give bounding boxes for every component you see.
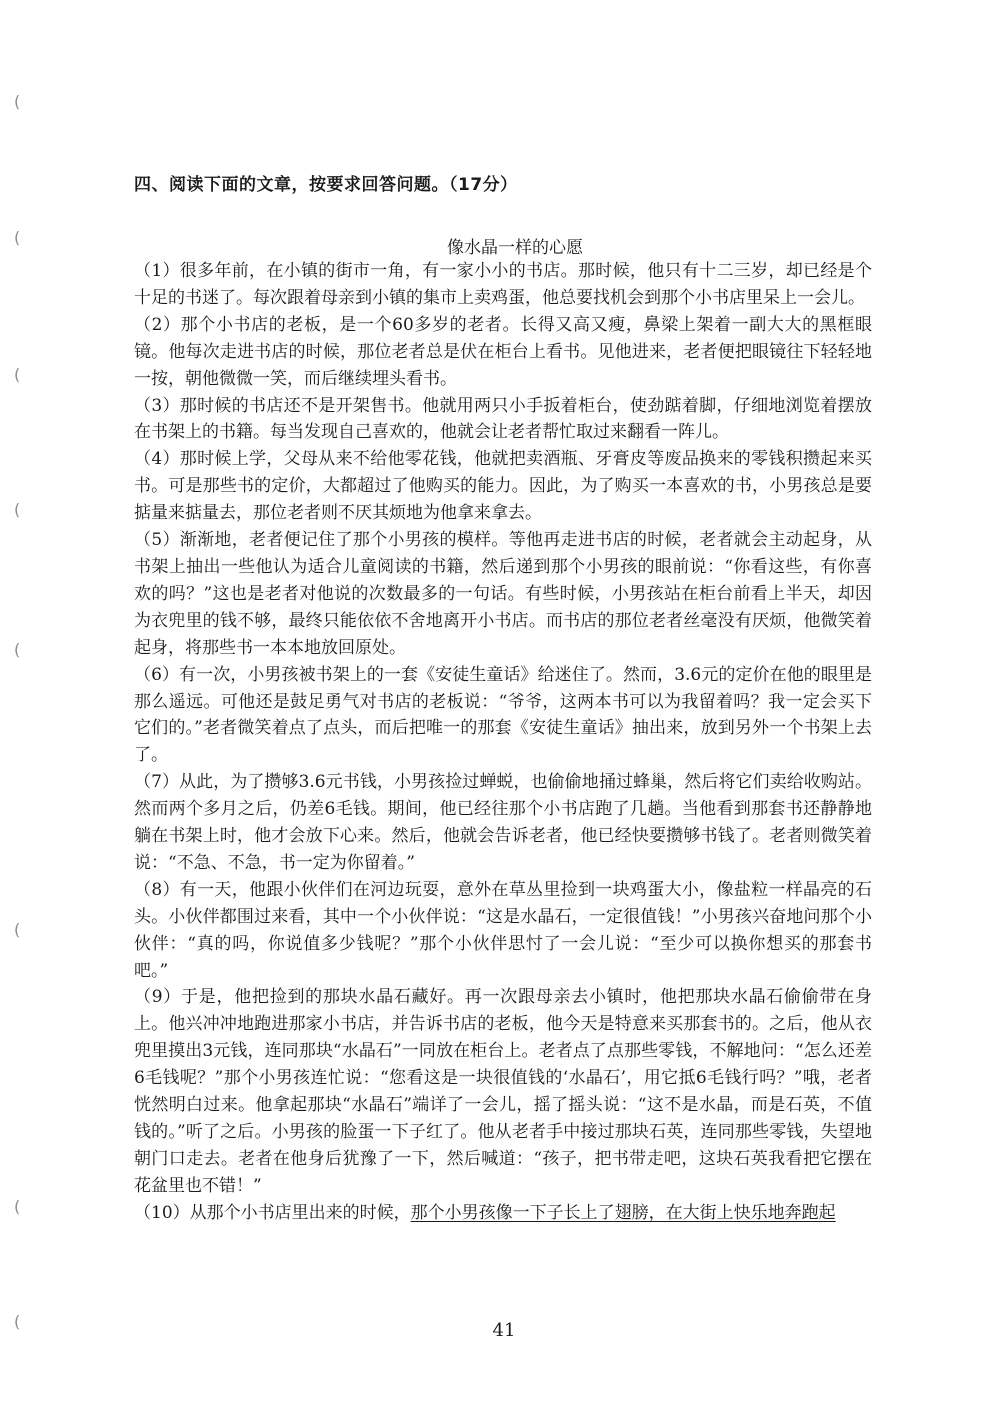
paragraph-7: （7）从此，为了攒够3.6元书钱，小男孩捡过蝉蜕，也偷偷地捅过蜂巢，然后将它们卖给收购站。然而两个多月之后，仍差6毛钱。期间，他已经往那个小书店跑了几趟。当他看到那套书还静静地躺在书架上时，他才会放下心来。然后，他就会告诉老者，他已经快要攒够书钱了。老者则微笑着说：“不急、不急，书一定为你留着。”: [134, 772, 872, 873]
binding-mark: (: [14, 92, 21, 111]
article-body: [134, 258, 872, 1227]
section-heading: 四、阅读下面的文章，按要求回答问题。（17分）: [134, 175, 518, 195]
paragraph-10: [134, 1200, 872, 1227]
underlined-sentence: 那个小男孩像一下子长上了翅膀，在大街上快乐地奔跑起: [410, 1202, 836, 1223]
binding-mark: (: [14, 1197, 21, 1216]
paragraph-1: （1）很多年前，在小镇的街市一角，有一家小小的书店。那时候，他只有十二三岁，却已经是个十足的书迷了。每次跟着母亲到小镇的集市上卖鸡蛋，他总要找机会到那个小书店里呆上一会儿。: [134, 261, 872, 308]
page-number: 41: [492, 1320, 516, 1341]
article-title: 像水晶一样的心愿: [447, 238, 583, 258]
paragraph-4: （4）那时候上学，父母从来不给他零花钱，他就把卖酒瓶、牙膏皮等废品换来的零钱积攒起来买书。可是那些书的定价，大都超过了他购买的能力。因此，为了购买一本喜欢的书，小男孩总是要掂量来掂量去，那位老者则不厌其烦地为他拿来拿去。: [134, 449, 872, 524]
paragraph-10-text: （10）从那个小书店里出来的时候，: [134, 1202, 411, 1223]
paragraph-8: （8）有一天，他跟小伙伴们在河边玩耍，意外在草丛里捡到一块鸡蛋大小，像盐粒一样晶亮的石头。小伙伴都围过来看，其中一个小伙伴说：“这是水晶石，一定很值钱！”小男孩兴奋地问那个小伙伴：“真的吗，你说值多少钱呢？”那个小伙伴思忖了一会儿说：“至少可以换你想买的那套书吧。”: [134, 879, 872, 981]
binding-mark: (: [14, 365, 21, 384]
paragraph-3: （3）那时候的书店还不是开架售书。他就用两只小手扳着柜台，使劲踮着脚，仔细地浏览着摆放在书架上的书籍。每当发现自己喜欢的，他就会让老者帮忙取过来翻看一阵儿。: [134, 395, 872, 443]
paragraph-6: （6）有一次，小男孩被书架上的一套《安徒生童话》给迷住了。然而，3.6元的定价在他的眼里是那么遥远。可他还是鼓足勇气对书店的老板说：“爷爷，这两本书可以为我留着吗？我一定会买下它们的。”老者微笑着点了点头，而后把唯一的那套《安徒生童话》抽出来，放到另外一个书架上去了。: [134, 664, 872, 766]
binding-mark: (: [14, 640, 21, 659]
binding-mark: (: [14, 228, 21, 247]
binding-mark: (: [14, 500, 21, 519]
binding-mark: (: [14, 920, 21, 939]
binding-mark: (: [14, 1312, 21, 1331]
paragraph-9: （9）于是，他把捡到的那块水晶石藏好。再一次跟母亲去小镇时，他把那块水晶石偷偷带在身上。他兴冲冲地跑进那家小书店，并告诉书店的老板，他今天是特意来买那套书的。之后，他从衣兜里摸出3元钱，连同那块“水晶石”一同放在柜台上。老者点了点那些零钱，不解地问：“怎么还差6毛钱呢？”那个小男孩连忙说：“您看这是一块很值钱的‘水晶石’，用它抵6毛钱行吗？”哦，老者恍然明白过来。他拿起那块“水晶石”端详了一会儿，摇了摇头说：“这不是水晶，而是石英，不值钱的。”听了之后。小男孩的脸蛋一下子红了。他从老者手中接过那块石英，连同那些零钱，失望地朝门口走去。老者在他身后犹豫了一下，然后喊道：“孩子，把书带走吧，这块石英我看把它摆在花盆里也不错！”: [134, 987, 872, 1196]
paragraph-5: （5）渐渐地，老者便记住了那个小男孩的模样。等他再走进书店的时候，老者就会主动起身，从书架上抽出一些他认为适合儿童阅读的书籍，然后递到那个小男孩的眼前说：“你看这些，有你喜欢的吗？”这也是老者对他说的次数最多的一句话。有些时候，小男孩站在柜台前看上半天，却因为衣兜里的钱不够，最终只能依依不舍地离开小书店。而书店的那位老者丝毫没有厌烦，他微笑着起身，将那些书一本本地放回原处。: [134, 530, 872, 658]
paragraph-2: （2）那个小书店的老板，是一个60多岁的老者。长得又高又瘦，鼻梁上架着一副大大的黑框眼镜。他每次走进书店的时候，那位老者总是伏在柜台上看书。见他进来，老者便把眼镜往下轻轻地一按，朝他微微一笑，而后继续埋头看书。: [134, 314, 872, 389]
